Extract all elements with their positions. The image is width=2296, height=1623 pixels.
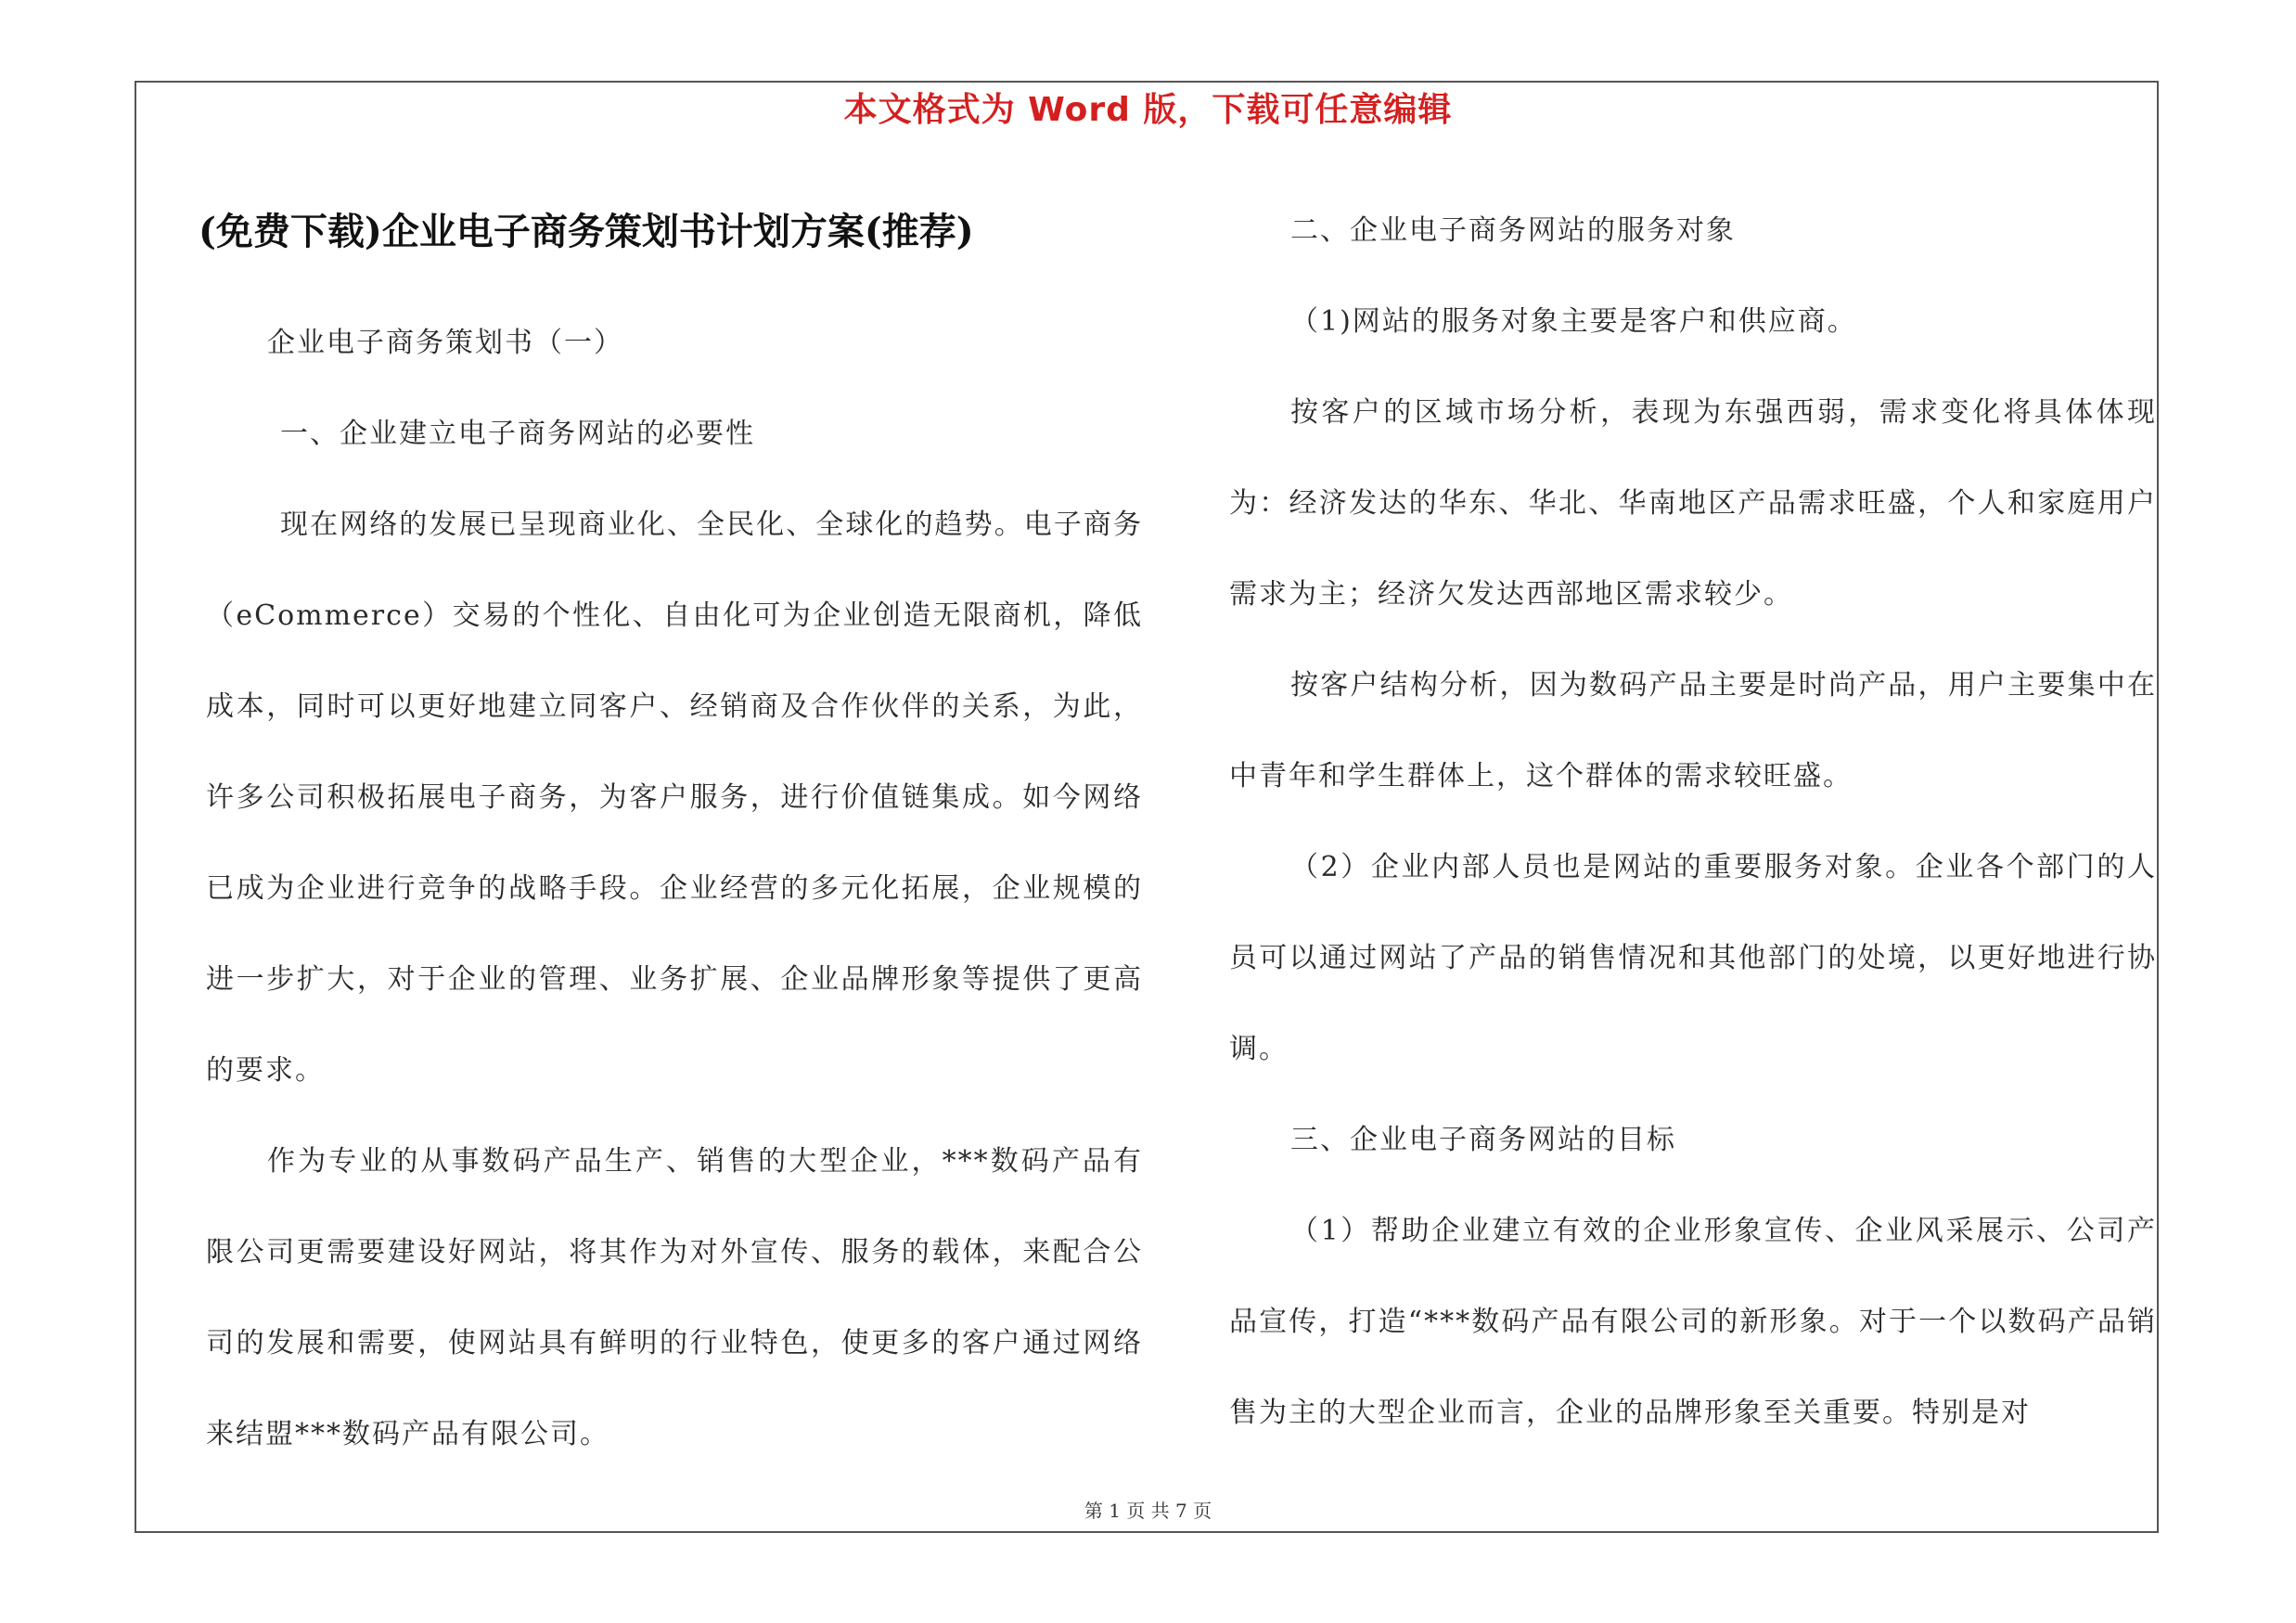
section-heading-goals: 三、企业电子商务网站的目标 [1290, 1124, 1676, 1156]
section-heading-plan: 企业电子商务策划书（一） [267, 327, 623, 359]
paragraph-company-website: 作为专业的从事数码产品生产、销售的大型企业，***数码产品有限公司更需要建设好网站，将其作为对外宣传、服务的载体，来配合公司的发展和需要，使网站具有鲜明的行业特色，使更多的客户通过网络来结盟***数码产品有限公司。 [206, 1145, 1143, 1450]
section-heading-service-targets: 二、企业电子商务网站的服务对象 [1290, 214, 1736, 247]
paragraph-customer-structure: 按客户结构分析，因为数码产品主要是时尚产品，用户主要集中在中青年和学生群体上，这个群体的需求较旺盛。 [1229, 669, 2157, 792]
paragraph-network-trend: 现在网络的发展已呈现商业化、全民化、全球化的趋势。电子商务（eCommerce）交易的个性化、自由化可为企业创造无限商机，降低成本，同时可以更好地建立同客户、经销商及合作伙伴的关系，为此，许多公司积极拓展电子商务，为客户服务，进行价值链集成。如今网络已成为企业进行竞争的战略手段。企业经营的多元化拓展，企业规模的进一步扩大，对于企业的管理、业务扩展、企业品牌形象等提供了更高的要求。 [206, 509, 1143, 1087]
format-banner: 本文格式为 Word 版，下载可任意编辑 [843, 91, 1453, 129]
right-column [1229, 186, 2157, 1459]
section-heading-necessity: 一、企业建立电子商务网站的必要性 [280, 418, 755, 450]
paragraph-customers-suppliers: （1)网站的服务对象主要是客户和供应商。 [1290, 305, 1857, 338]
document-title: (免费下载)企业电子商务策划书计划方案(推荐) [199, 210, 974, 253]
paragraph-regional-analysis: 按客户的区域市场分析，表现为东强西弱，需求变化将具体体现为：经济发达的华东、华北、华南地区产品需求旺盛，个人和家庭用户需求为主；经济欠发达西部地区需求较少。 [1229, 396, 2157, 611]
left-column [199, 202, 1143, 1480]
paragraph-internal-staff: （2）企业内部人员也是网站的重要服务对象。企业各个部门的人员可以通过网站了产品的销售情况和其他部门的处境，以更好地进行协调。 [1229, 851, 2157, 1065]
page-number: 第 1 页 共 7 页 [1084, 1500, 1212, 1522]
paragraph-brand-image: （1）帮助企业建立有效的企业形象宣传、企业风采展示、公司产品宣传，打造“***数码产品有限公司的新形象。对于一个以数码产品销售为主的大型企业而言，企业的品牌形象至关重要。特别是对 [1229, 1215, 2157, 1429]
